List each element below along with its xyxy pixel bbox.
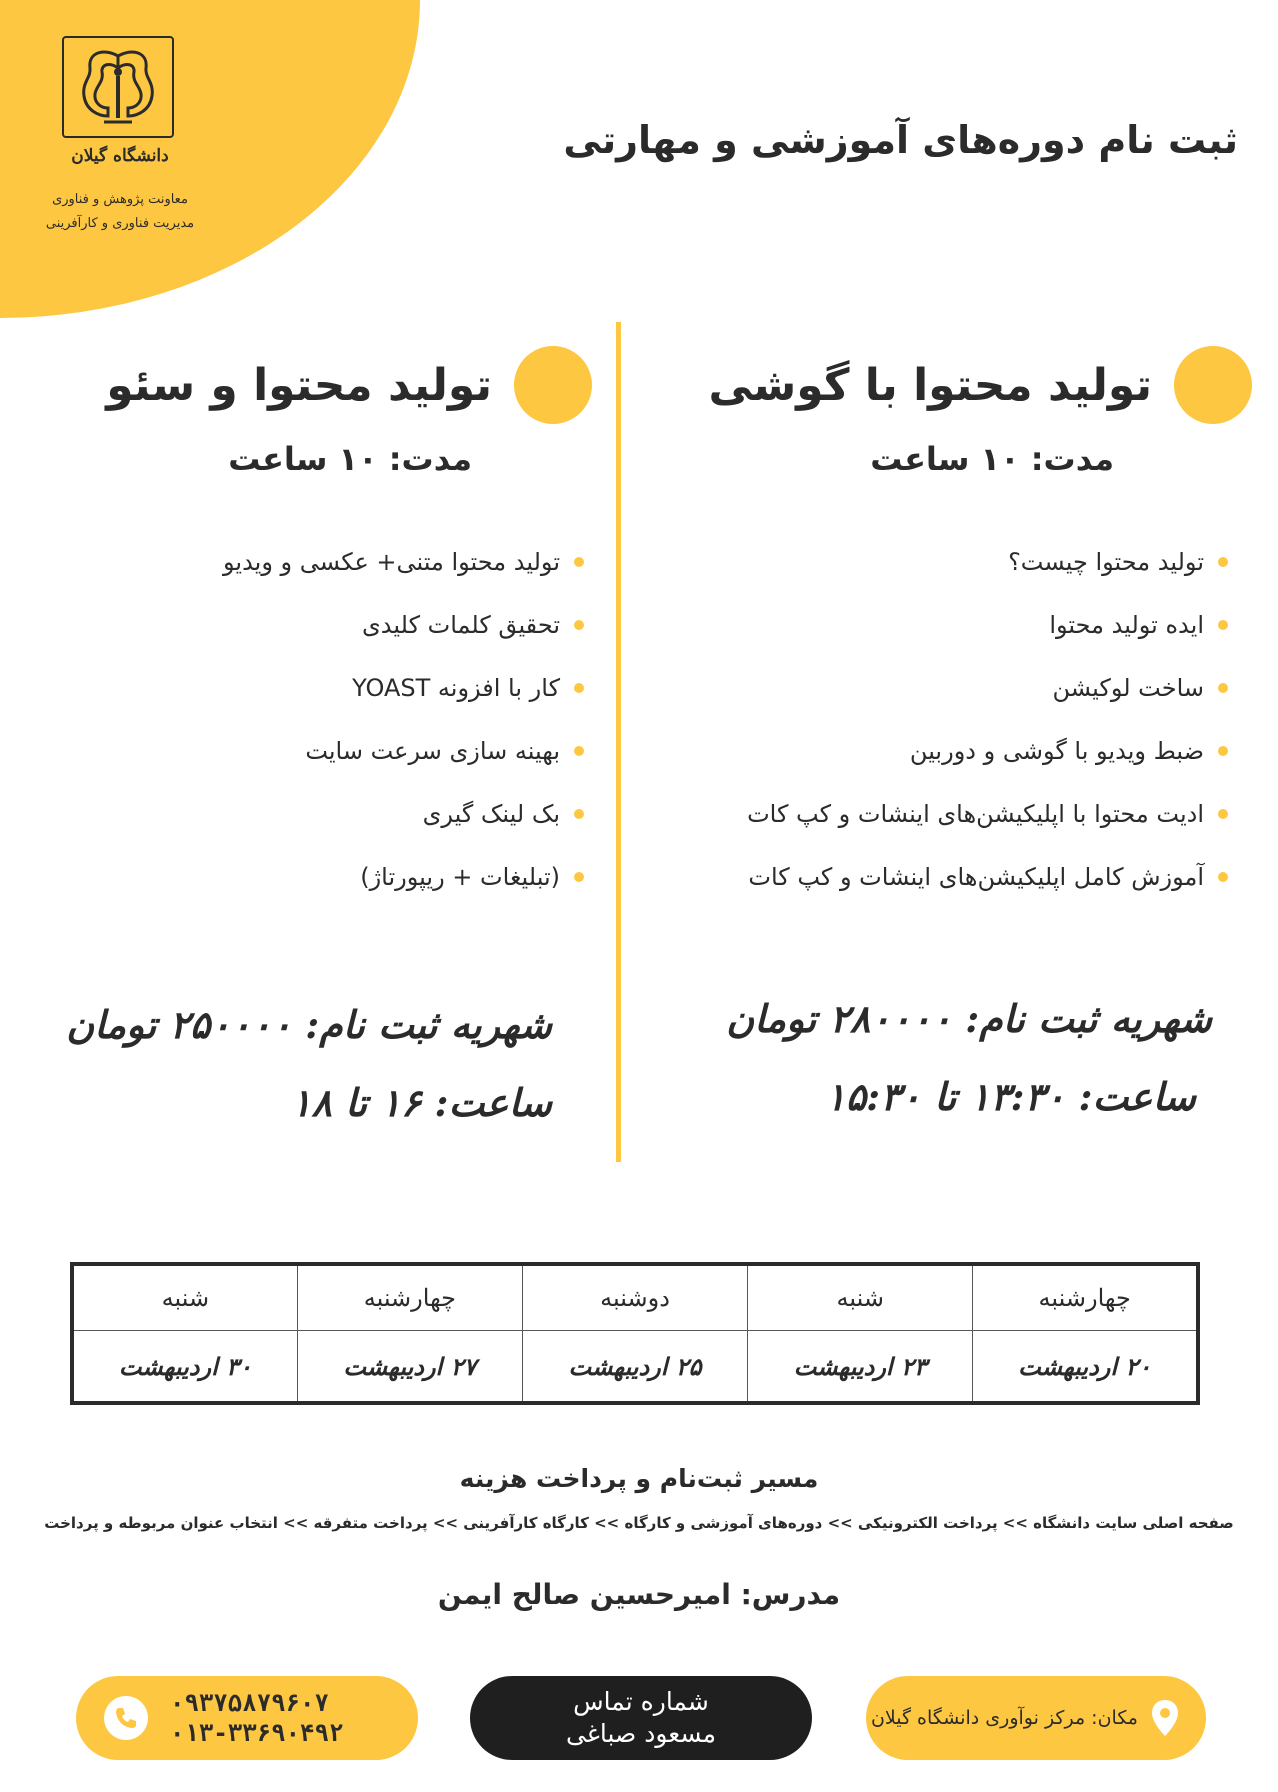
university-name: دانشگاه گیلان bbox=[71, 146, 169, 166]
table-cell-date: ۲۳ اردیبهشت bbox=[748, 1331, 973, 1404]
table-row bbox=[72, 1264, 1198, 1331]
list-item: ضبط ویدیو با گوشی و دوربین bbox=[652, 719, 1228, 782]
phone-number-mobile[interactable]: ۰۹۳۷۵۸۷۹۶۰۷ bbox=[170, 1689, 329, 1717]
registration-steps: صفحه اصلی سایت دانشگاه >> پرداخت الکترونیکی >> دوره‌های آموزشی و کارگاه >> کارگاه کارآفرینی >> پرداخت متفرقه >> انتخاب عنوان مربوطه و پرداخت bbox=[44, 1514, 1234, 1532]
location-pin-icon bbox=[1150, 1698, 1180, 1738]
registration-title: مسیر ثبت‌نام و پرداخت هزینه bbox=[459, 1464, 819, 1493]
phone-icon bbox=[104, 1696, 148, 1740]
list-item: تولید محتوا متنی+ عکسی و ویدیو bbox=[0, 530, 584, 593]
phone-badge bbox=[76, 1676, 418, 1760]
table-cell-day: شنبه bbox=[72, 1264, 297, 1331]
contact-name: مسعود صباغی bbox=[565, 1719, 717, 1748]
table-cell-day: دوشنبه bbox=[522, 1264, 747, 1331]
table-row bbox=[72, 1331, 1198, 1404]
table-cell-day: چهارشنبه bbox=[297, 1264, 522, 1331]
bullet-dot-icon bbox=[1218, 557, 1228, 567]
contact-badge bbox=[470, 1676, 812, 1760]
course-fee: شهریه ثبت نام: ۲۵۰۰۰۰ تومان bbox=[66, 1002, 552, 1047]
table-cell-date: ۲۵ اردیبهشت bbox=[522, 1331, 747, 1404]
list-item: (تبلیغات + ریپورتاژ) bbox=[0, 845, 584, 908]
list-item: ادیت محتوا با اپلیکیشن‌های اینشات و کپ کات bbox=[652, 782, 1228, 845]
course-time: ساعت: ۱۳:۳۰ تا ۱۵:۳۰ bbox=[825, 1074, 1196, 1119]
table-cell-date: ۳۰ اردیبهشت bbox=[72, 1331, 297, 1404]
bullet-dot-icon bbox=[574, 809, 584, 819]
bullet-dot-icon bbox=[574, 746, 584, 756]
bullet-circle-icon bbox=[514, 346, 592, 424]
list-item: بک لینک گیری bbox=[0, 782, 584, 845]
bullet-circle-icon bbox=[1174, 346, 1252, 424]
department-line-2: مدیریت فناوری و کارآفرینی bbox=[45, 216, 195, 231]
location-badge bbox=[866, 1676, 1206, 1760]
bullet-dot-icon bbox=[574, 683, 584, 693]
course-title: تولید محتوا و سئو bbox=[106, 359, 492, 411]
bullet-dot-icon bbox=[1218, 746, 1228, 756]
contact-label: شماره تماس bbox=[573, 1687, 709, 1716]
course-time: ساعت: ۱۶ تا ۱۸ bbox=[291, 1080, 552, 1125]
table-cell-date: ۲۰ اردیبهشت bbox=[973, 1331, 1198, 1404]
list-item: آموزش کامل اپلیکیشن‌های اینشات و کپ کات bbox=[652, 845, 1228, 908]
list-item: کار با افزونه YOAST bbox=[0, 656, 584, 719]
bullet-dot-icon bbox=[1218, 683, 1228, 693]
course-phone-content bbox=[652, 340, 1252, 908]
bullet-dot-icon bbox=[574, 872, 584, 882]
bullet-dot-icon bbox=[574, 620, 584, 630]
course-duration: مدت: ۱۰ ساعت bbox=[870, 440, 1114, 478]
table-cell-day: چهارشنبه bbox=[973, 1264, 1198, 1331]
bullet-dot-icon bbox=[1218, 872, 1228, 882]
list-item: بهینه سازی سرعت سایت bbox=[0, 719, 584, 782]
column-divider bbox=[616, 322, 621, 1162]
bullet-dot-icon bbox=[1218, 620, 1228, 630]
location-text: مکان: مرکز نوآوری دانشگاه گیلان bbox=[870, 1707, 1138, 1729]
university-logo-icon bbox=[62, 36, 174, 138]
page-title: ثبت نام دوره‌های آموزشی و مهارتی bbox=[563, 118, 1238, 162]
table-cell-day: شنبه bbox=[748, 1264, 973, 1331]
department-line-1: معاونت پژوهش و فناوری bbox=[52, 192, 188, 207]
schedule-table bbox=[70, 1262, 1200, 1405]
phone-number-landline[interactable]: ۰۱۳-۳۳۶۹۰۴۹۲ bbox=[170, 1719, 344, 1747]
bullet-dot-icon bbox=[1218, 809, 1228, 819]
table-cell-date: ۲۷ اردیبهشت bbox=[297, 1331, 522, 1404]
list-item: ایده تولید محتوا bbox=[652, 593, 1228, 656]
course-topics bbox=[652, 530, 1228, 908]
list-item: تحقیق کلمات کلیدی bbox=[0, 593, 584, 656]
course-duration: مدت: ۱۰ ساعت bbox=[228, 440, 472, 478]
instructor: مدرس: امیرحسین صالح ایمن bbox=[437, 1578, 841, 1611]
course-topics bbox=[0, 530, 584, 908]
bullet-dot-icon bbox=[574, 557, 584, 567]
list-item: تولید محتوا چیست؟ bbox=[652, 530, 1228, 593]
course-fee: شهریه ثبت نام: ۲۸۰۰۰۰ تومان bbox=[726, 996, 1212, 1041]
course-title: تولید محتوا با گوشی bbox=[708, 359, 1152, 411]
list-item: ساخت لوکیشن bbox=[652, 656, 1228, 719]
course-seo-content bbox=[0, 340, 592, 908]
